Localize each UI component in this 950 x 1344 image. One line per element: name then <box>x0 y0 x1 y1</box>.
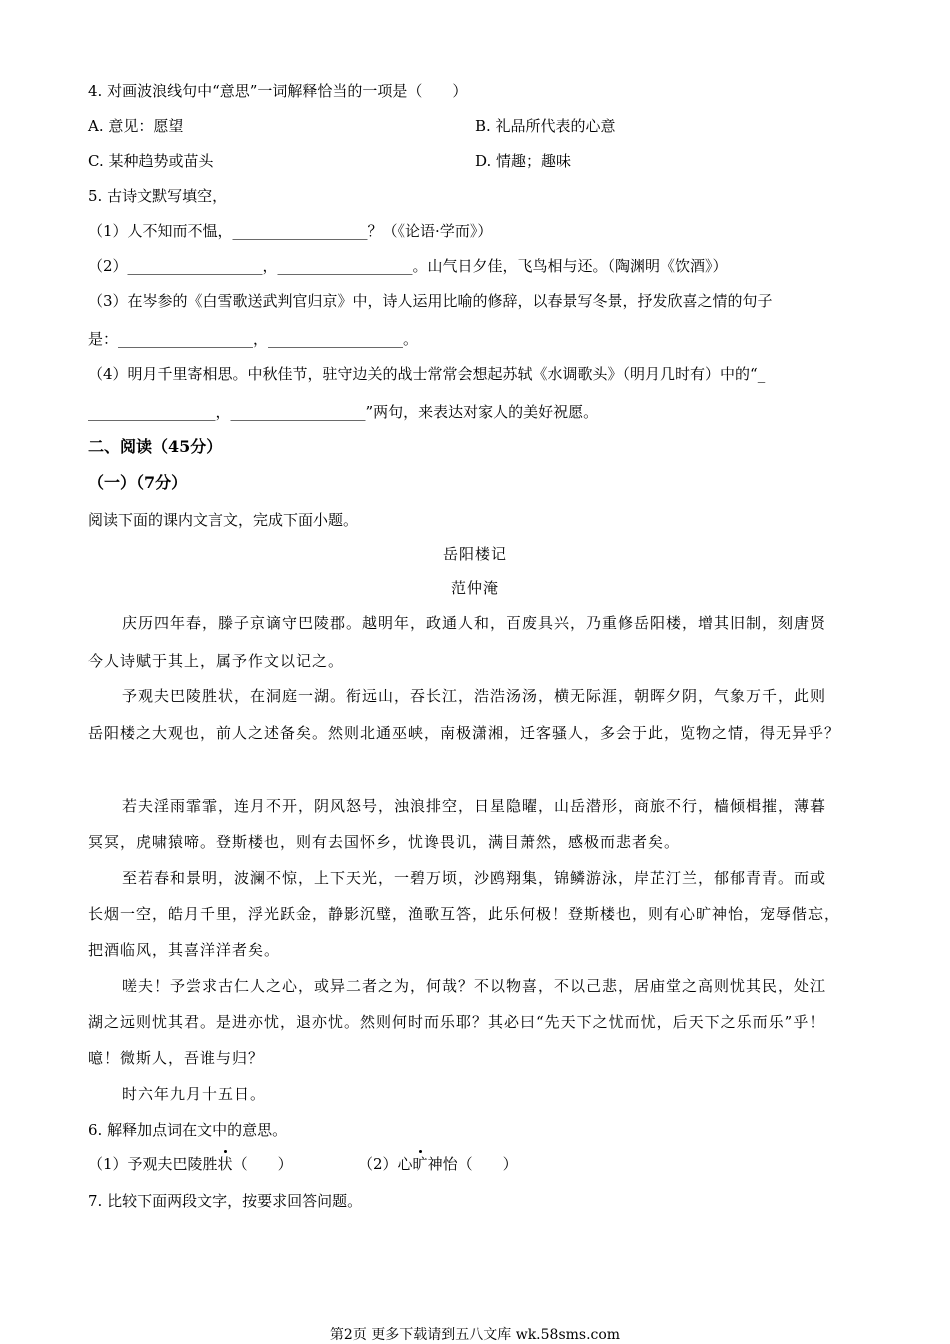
page-footer: 第2页 更多下载请到五八文库 wk.58sms.com <box>329 1327 621 1343</box>
article-p5-line2: 湖之远则忧其君。是进亦忧，退亦忧。然则何时而乐耶？其必曰“先天下之忧而忧，后天下之乐而乐”乎！ <box>88 1013 826 1031</box>
article-p3-line1: 若夫淫雨霏霏，连月不开，阴风怒号，浊浪排空，日星隐曜，山岳潜形，商旅不行，樯倾楫摧，薄暮 <box>122 797 827 815</box>
q4-option-d: D. 情趣；趣味 <box>475 152 572 170</box>
q6-item-1-dotted-word: 状 <box>217 1155 233 1173</box>
article-title: 岳阳楼记 <box>442 545 507 563</box>
q6-item-1-blank: （ ） <box>232 1155 293 1173</box>
article-p4-line2: 长烟一空，皓月千里，浮光跃金，静影沉璧，渔歌互答，此乐何极！登斯楼也，则有心旷神怡，宠辱偕忘， <box>88 905 841 923</box>
article-p5-line3: 噫！微斯人，吾谁与归？ <box>88 1049 265 1067</box>
article-p2-line1: 予观夫巴陵胜状，在洞庭一湖。衔远山，吞长江，浩浩汤汤，横无际涯，朝晖夕阴，气象万千，此则 <box>122 687 827 705</box>
article-author: 范仲淹 <box>450 579 499 597</box>
q6-stem: 6. 解释加点词在文中的意思。 <box>88 1121 288 1139</box>
q5-stem: 5. 古诗文默写填空， <box>88 187 228 205</box>
q6-item-2-rest: 神怡（ ） <box>427 1155 518 1173</box>
q6-item-2 <box>358 1154 518 1174</box>
q5-part-1: （1）人不知而不愠，__________________？（《论语·学而》） <box>88 222 493 240</box>
section-2-title: 二、阅读（45分） <box>88 437 223 456</box>
q6-item-2-prefix: （2）心 <box>358 1155 413 1173</box>
q6-item-1 <box>88 1154 293 1174</box>
q5-part-2: （2）__________________，__________________。山气日夕佳，飞鸟相与还。（陶渊明《饮酒》） <box>88 257 728 275</box>
q4-option-a: A. 意见：愿望 <box>88 117 184 135</box>
q5-part-3-line2: 是：__________________，__________________。 <box>88 330 419 348</box>
article-p2-line2: 岳阳楼之大观也，前人之述备矣。然则北通巫峡，南极潇湘，迁客骚人，多会于此，览物之情，得无异乎？ <box>88 724 841 742</box>
article-p3-line2: 冥冥，虎啸猿啼。登斯楼也，则有去国怀乡，忧谗畏讥，满目萧然，感极而悲者矣。 <box>88 833 681 851</box>
article-p4-line1: 至若春和景明，波澜不惊，上下天光，一碧万顷，沙鸥翔集，锦鳞游泳，岸芷汀兰，郁郁青青。而或 <box>122 869 827 887</box>
article-p5-line1: 嗟夫！予尝求古仁人之心，或异二者之为，何哉？不以物喜，不以己悲，居庙堂之高则忧其民，处江 <box>122 977 827 995</box>
article-p6: 时六年九月十五日。 <box>122 1085 267 1103</box>
q5-part-3-line1: （3）在岑参的《白雪歌送武判官归京》中，诗人运用比喻的修辞，以春景写冬景，抒发欣喜之情的句子 <box>88 292 773 310</box>
section-2-intro: 阅读下面的课内文言文，完成下面小题。 <box>88 511 359 529</box>
q4-option-c: C. 某种趋势或苗头 <box>88 152 214 170</box>
q4-stem: 4. 对画波浪线句中“意思”一词解释恰当的一项是（ ） <box>88 82 468 100</box>
article-p1-line2: 今人诗赋于其上，属予作文以记之。 <box>88 652 345 670</box>
article-p1-line1: 庆历四年春，滕子京谪守巴陵郡。越明年，政通人和，百废具兴，乃重修岳阳楼，增其旧制，刻唐贤 <box>122 614 827 632</box>
q6-item-2-dotted-word: 旷 <box>412 1155 428 1173</box>
q5-part-4-line1: （4）明月千里寄相思。中秋佳节，驻守边关的战士常常会想起苏轼《水调歌头》（明月几时有）中的“_ <box>88 365 766 383</box>
section-2-sub-title: （一）（7分） <box>88 473 188 492</box>
q5-part-4-line2: _________________，__________________”两句，来表达对家人的美好祝愿。 <box>88 403 599 421</box>
q6-item-1-prefix: （1）予观夫巴陵胜 <box>88 1155 218 1173</box>
q4-option-b: B. 礼品所代表的心意 <box>475 117 616 135</box>
article-p4-line3: 把酒临风，其喜洋洋者矣。 <box>88 941 281 959</box>
q7-stem: 7. 比较下面两段文字，按要求回答问题。 <box>88 1192 363 1210</box>
